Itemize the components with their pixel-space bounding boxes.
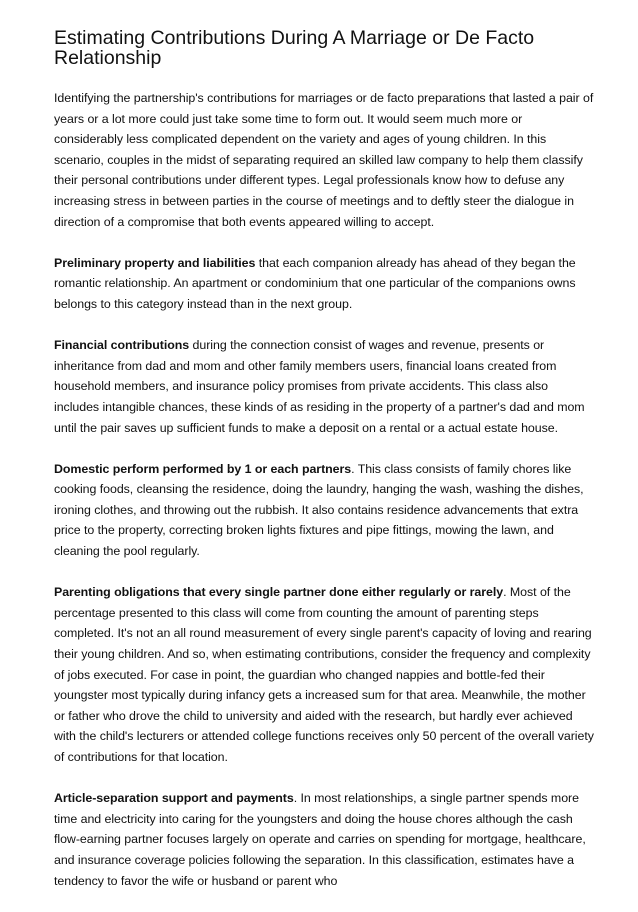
section-body: that each companion already has ahead of they began the romantic relationship. An apartment or condominium that one particular of the companions owns belongs to this category instead than in the next group.: [54, 255, 576, 311]
section-heading: Domestic perform performed by 1 or each partners: [54, 461, 352, 476]
section-body: during the connection consist of wages and revenue, presents or inheritance from dad and mom and other family members users, financial loans created from household members, and insurance policy promises from private accidents. This class also includes intangible chances, these kinds of as residing in the property of a partner's dad and mom until the pair saves up sufficient funds to make a deposit on a rental or a actual estate house.: [54, 338, 585, 435]
section-parenting-obligations: [54, 582, 594, 767]
section-heading: Financial contributions: [54, 338, 190, 353]
intro-paragraph: Identifying the partnership's contributions for marriages or de facto preparations that lasted a pair of years or a lot more could just take some time to form out. It would seem much more or considerably less complicated dependent on the variety and ages of young children. In this scenario, couples in the midst of separating required an skilled law company to help them classify their personal contributions under different types. Legal professionals know how to defuse any increasing stress in between parties in the course of meetings and to deftly steer the dialogue in direction of a compromise that both events appeared willing to accept.: [54, 91, 594, 229]
section-heading: Article-separation support and payments: [54, 791, 294, 806]
document-page: [54, 28, 594, 912]
section-preliminary-property: [54, 253, 594, 315]
section-body: . In most relationships, a single partner spends more time and electricity into caring for the youngsters and doing the house chores although the cash flow-earning partner focuses largely on operate and carries on spending for mortgage, healthcare, and insurance coverage policies following the separation. In this classification, estimates have a tendency to favor the wife or husband or parent who: [54, 791, 586, 888]
section-heading: Parenting obligations that every single partner done either regularly or rarely: [54, 585, 504, 600]
section-body: . This class consists of family chores like cooking foods, cleansing the residence, doing the laundry, hanging the wash, washing the dishes, ironing clothes, and throwing out the rubbish. It also contains residence advancements that extra price to the property, correcting broken lights fixtures and pipe fittings, mowing the lawn, and cleaning the pool regularly.: [54, 461, 584, 559]
section-post-separation-support: [54, 788, 594, 891]
section-body: . Most of the percentage presented to this class will come from counting the amount of parenting steps completed. It's not an all round measurement of every single parent's capacity of loving and rearing their young children. And so, when estimating contributions, consider the frequency and complexity of jobs executed. For case in point, the guardian who changed nappies and bottle-fed their youngster most typically during infancy gets a increased sum for that area. Meanwhile, the mother or father who drove the child to university and aided with the research, but hardly ever achieved with the child's lecturers or attended college functions receives only 50 percent of the overall variety of contributions for that location.: [54, 585, 594, 764]
section-heading: Preliminary property and liabilities: [54, 255, 256, 270]
document-title: Estimating Contributions During A Marriage or De Facto Relationship: [54, 27, 535, 69]
section-financial-contributions: [54, 335, 594, 438]
section-domestic-work: [54, 459, 594, 562]
